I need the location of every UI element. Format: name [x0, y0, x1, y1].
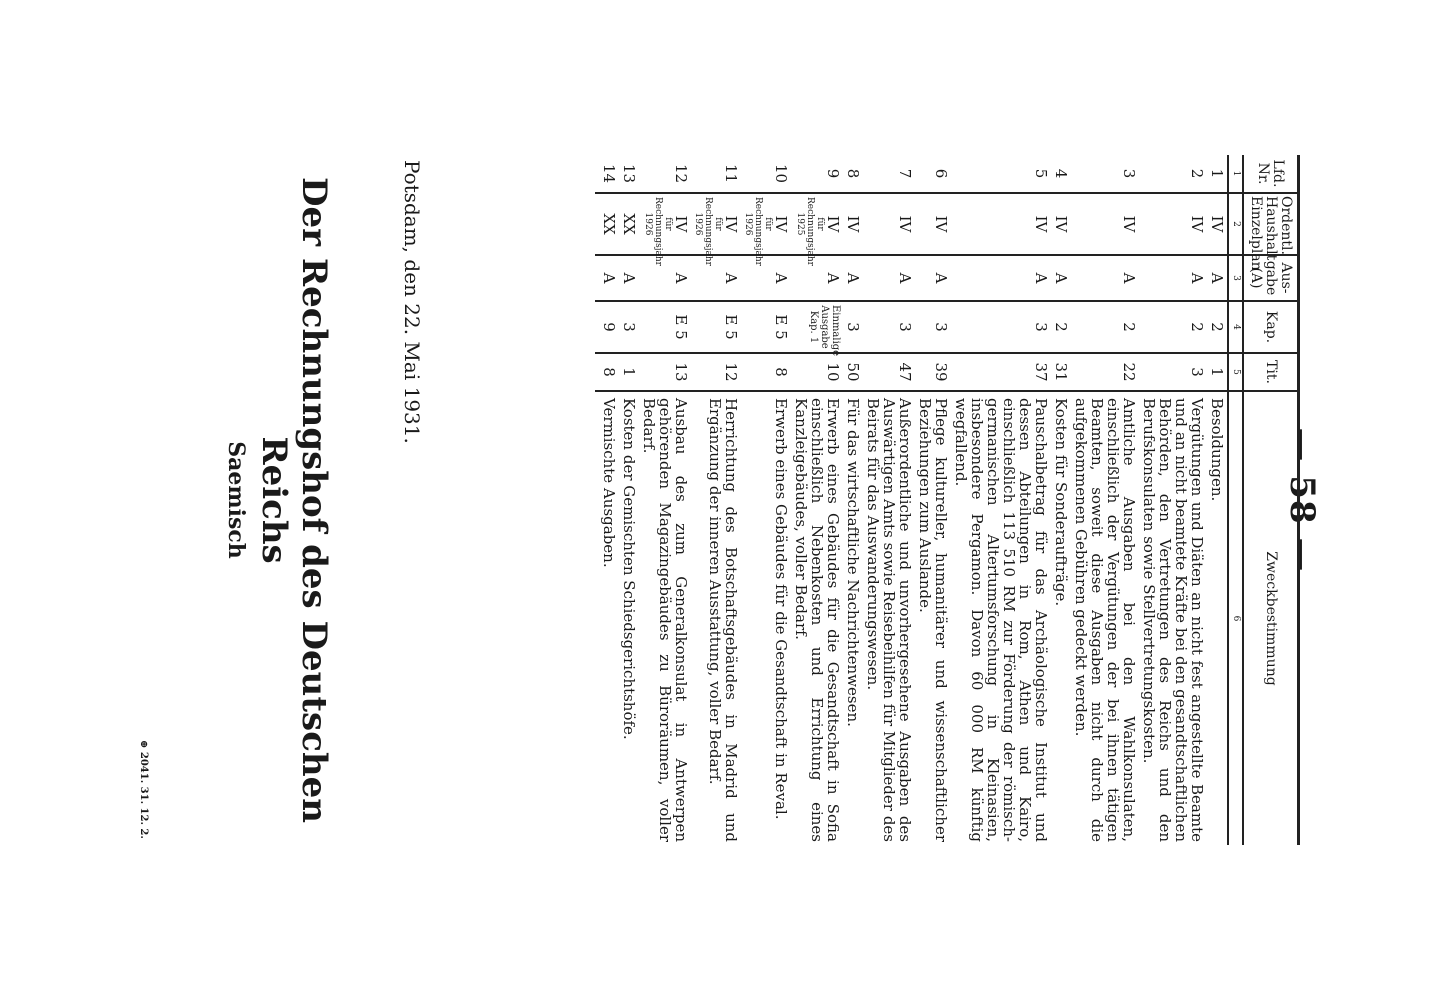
row-kapitel: 3	[843, 301, 863, 353]
row-number: 11	[722, 163, 740, 184]
row-kapitel: 9	[595, 301, 619, 353]
row-titel: 13	[639, 353, 691, 391]
row-ausgabe: A	[951, 255, 1051, 301]
row-number: 3	[1120, 168, 1138, 179]
table-row	[915, 155, 951, 845]
header-kap: Kap.	[1243, 301, 1299, 353]
issuing-authority: Der Rechnungshof des Deutschen Reichs	[254, 177, 334, 823]
row-einzelplan	[1051, 193, 1071, 255]
row-number: 12	[672, 163, 690, 184]
row-zweckbestimmung: Pflege kultureller, humanitärer und wissenschaftlicher Beziehungen zum Auslande.	[915, 391, 951, 845]
header-ausgabe: Aus- gabe (A)	[1243, 255, 1299, 301]
row-kapitel: E 5	[639, 301, 691, 353]
einzelplan-value: IV	[1032, 215, 1050, 233]
einzelplan-note: für Rechnungsjahr 1926	[693, 197, 723, 266]
table-row	[791, 155, 843, 845]
row-titel: 10	[791, 353, 843, 391]
column-number: 4	[1228, 301, 1243, 353]
header-zweck: Zweckbestimmung	[1243, 391, 1299, 845]
row-titel: 39	[915, 353, 951, 391]
row-zweckbestimmung: Besoldungen.	[1207, 391, 1228, 845]
table-row	[863, 155, 915, 845]
einzelplan-value: IV	[772, 215, 790, 233]
printer-mark: ⊕ 2041. 31. 12. 2.	[138, 740, 149, 839]
row-number: 2	[1188, 168, 1206, 179]
einzelplan-value: IV	[672, 215, 690, 233]
row-titel: 47	[863, 353, 915, 391]
table-row	[1207, 155, 1228, 845]
table-row	[1051, 155, 1071, 845]
expenditure-table	[595, 155, 1300, 845]
row-ausgabe: A	[619, 255, 639, 301]
table-row	[639, 155, 691, 845]
row-einzelplan	[863, 193, 915, 255]
einzelplan-value: XX	[620, 213, 638, 235]
row-zweckbestimmung: Erwerb eines Gebäudes für die Gesandtschaft in Reval.	[741, 391, 791, 845]
row-titel: 8	[741, 353, 791, 391]
row-number: 14	[600, 163, 618, 184]
row-zweckbestimmung: Erwerb eines Gebäudes für die Gesandtschaft in Sofia einschließlich Nebenkosten und Errichtung eines Kanzleigebäudes, voller Bedarf.	[791, 391, 843, 845]
table-header-row	[1243, 155, 1299, 845]
row-number: 6	[932, 168, 950, 179]
row-kapitel: 2	[1071, 301, 1139, 353]
row-titel: 8	[595, 353, 619, 391]
row-kapitel: 2	[1051, 301, 1071, 353]
row-ausgabe: A	[1051, 255, 1071, 301]
row-titel: 12	[691, 353, 741, 391]
header-lfd-nr: Lfd. Nr.	[1243, 155, 1299, 193]
row-einzelplan	[741, 193, 791, 266]
row-ausgabe: A	[1207, 255, 1228, 301]
row-einzelplan	[951, 193, 1051, 255]
row-titel: 3	[1139, 353, 1207, 391]
row-einzelplan	[691, 193, 741, 266]
row-zweckbestimmung: Vermischte Ausgaben.	[595, 391, 619, 845]
row-einzelplan	[915, 193, 951, 255]
row-ausgabe: A	[863, 255, 915, 301]
row-einzelplan	[619, 193, 639, 255]
row-zweckbestimmung: Kosten der Gemischten Schiedsgerichtshöfe.	[619, 391, 639, 845]
row-titel: 1	[619, 353, 639, 391]
row-zweckbestimmung: Pauschalbetrag für das Archäologische Institut und dessen Abteilungen in Rom, Athen und Kairo, einschließlich 113 510 RM zur Förderung der römisch-germanischen Altertumsforschung in Kleinasien, insbesondere Pergamon. Davon 60 000 RM künftig wegfallend.	[951, 391, 1051, 845]
column-number: 1	[1228, 155, 1243, 193]
row-ausgabe: A	[843, 255, 863, 301]
row-kapitel: 3	[915, 301, 951, 353]
column-number-row	[1228, 155, 1243, 845]
einzelplan-value: IV	[932, 215, 950, 233]
row-einzelplan	[1071, 193, 1139, 255]
row-number: 8	[844, 168, 862, 179]
column-number: 3	[1228, 255, 1243, 301]
table-row	[843, 155, 863, 845]
row-zweckbestimmung: Herrichtung des Botschaftsgebäudes in Madrid und Ergänzung der inneren Ausstattung, voller Bedarf.	[691, 391, 741, 845]
header-haushalt: Ordentl. Haushalt Einzelplan	[1243, 193, 1299, 255]
row-kapitel: 2	[1207, 301, 1228, 353]
row-number: 4	[1052, 168, 1070, 179]
row-kapitel: Einmalige Ausgabe Kap. 1	[791, 301, 843, 353]
row-einzelplan	[1139, 193, 1207, 255]
row-zweckbestimmung: Für das wirtschaftliche Nachrichtenwesen.	[843, 391, 863, 845]
row-kapitel: 2	[1139, 301, 1207, 353]
einzelplan-note: für Rechnungsjahr 1925	[795, 197, 825, 266]
einzelplan-value: IV	[896, 215, 914, 233]
page-number: — 58 —	[1282, 427, 1322, 573]
row-titel: 31	[1051, 353, 1071, 391]
row-number: 7	[896, 168, 914, 179]
row-ausgabe: A	[595, 255, 619, 301]
row-ausgabe: A	[791, 255, 843, 301]
table-row	[619, 155, 639, 845]
row-ausgabe: A	[1071, 255, 1139, 301]
einzelplan-value: IV	[1208, 215, 1226, 233]
column-number: 2	[1228, 193, 1243, 255]
einzelplan-value: IV	[844, 215, 862, 233]
row-zweckbestimmung: Ausbau des zum Generalkonsulat in Antwerpen gehörenden Magazingebäudes zu Büroräumen, voller Bedarf.	[639, 391, 691, 845]
row-kapitel: E 5	[741, 301, 791, 353]
einzelplan-value: IV	[1052, 215, 1070, 233]
row-einzelplan	[843, 193, 863, 255]
row-ausgabe: A	[691, 255, 741, 301]
row-ausgabe: A	[741, 255, 791, 301]
einzelplan-note: für Rechnungsjahr 1926	[743, 197, 773, 266]
signature-name: Saemisch	[223, 441, 249, 559]
row-ausgabe: A	[1139, 255, 1207, 301]
table-row	[951, 155, 1051, 845]
row-kapitel: 3	[863, 301, 915, 353]
row-einzelplan	[595, 193, 619, 255]
einzelplan-value: IV	[1188, 215, 1206, 233]
header-tit: Tit.	[1243, 353, 1299, 391]
column-number: 6	[1228, 391, 1243, 845]
table-row	[595, 155, 619, 845]
row-ausgabe: A	[915, 255, 951, 301]
row-titel: 50	[843, 353, 863, 391]
einzelplan-value: IV	[722, 215, 740, 233]
einzelplan-value: IV	[824, 215, 842, 233]
table-row	[1071, 155, 1139, 845]
row-zweckbestimmung: Kosten für Sonderaufträge.	[1051, 391, 1071, 845]
einzelplan-note: für Rechnungsjahr 1926	[643, 197, 673, 266]
row-number: 9	[824, 168, 842, 179]
row-number: 10	[772, 163, 790, 184]
date-line: Potsdam, den 22. Mai 1931.	[400, 160, 424, 444]
table-row	[741, 155, 791, 845]
row-kapitel: E 5	[691, 301, 741, 353]
row-titel: 37	[951, 353, 1051, 391]
row-titel: 1	[1207, 353, 1228, 391]
row-zweckbestimmung: Amtliche Ausgaben bei den Wahlkonsulaten, einschließlich der Vergütungen der bei ihnen tätigen Beamten, soweit diese Ausgaben nicht durch die aufgekommenen Gebühren gedeckt werden.	[1071, 391, 1139, 845]
column-number: 5	[1228, 353, 1243, 391]
row-number: 5	[1032, 168, 1050, 179]
row-kapitel: 3	[951, 301, 1051, 353]
table-row	[1139, 155, 1207, 845]
einzelplan-value: IV	[1120, 215, 1138, 233]
row-zweckbestimmung: Außerordentliche und unvorhergesehene Ausgaben des Auswärtigen Amts sowie Reisebeihilfen für Mitglieder des Beirats für das Auswanderungswesen.	[863, 391, 915, 845]
row-number: 1	[1208, 168, 1226, 179]
row-number: 13	[620, 163, 638, 184]
row-einzelplan	[639, 193, 691, 266]
row-ausgabe: A	[639, 255, 691, 301]
row-einzelplan	[791, 193, 843, 266]
row-einzelplan	[1207, 193, 1228, 255]
row-zweckbestimmung: Vergütungen und Diäten an nicht fest angestellte Beamte und an nicht beamtete Kräfte bei den gesandtschaftlichen Behörden, den Vertretungen des Reichs und den Berufskonsulaten sowie Stellvertretungskosten.	[1139, 391, 1207, 845]
einzelplan-value: XX	[600, 213, 618, 235]
row-titel: 22	[1071, 353, 1139, 391]
row-kapitel: 3	[619, 301, 639, 353]
table-row	[691, 155, 741, 845]
